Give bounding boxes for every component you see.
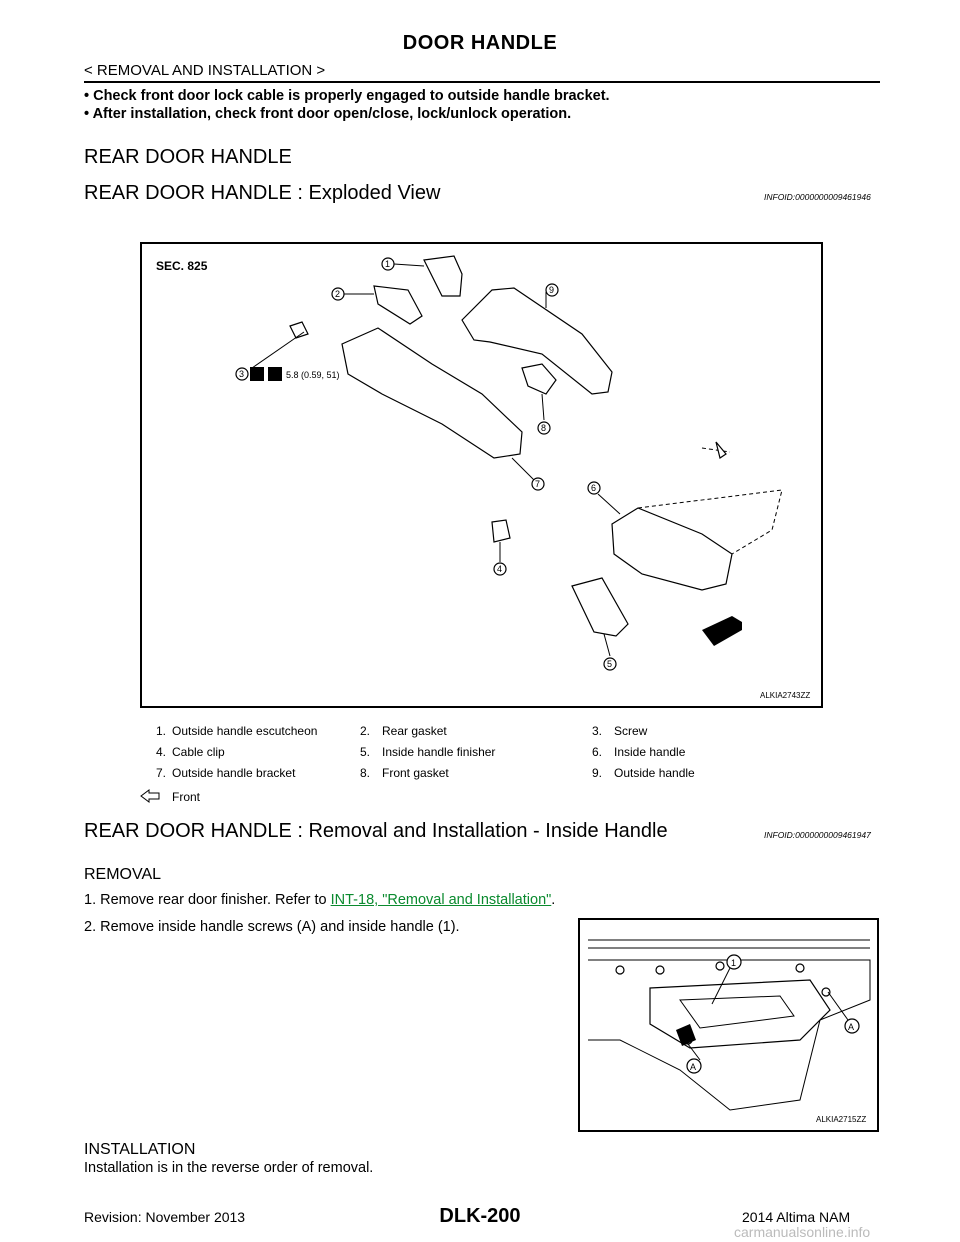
installation-heading: INSTALLATION xyxy=(84,1141,196,1158)
removal-heading: REMOVAL xyxy=(84,866,162,883)
footer-page-number: DLK-200 xyxy=(439,1205,521,1227)
callout-4: 4 xyxy=(497,564,503,574)
int-18-link[interactable]: INT-18, "Removal and Installation" xyxy=(330,892,552,908)
part-inside-handle-shape xyxy=(612,508,732,590)
section-breadcrumb: < REMOVAL AND INSTALLATION > xyxy=(84,62,326,79)
exploded-view-drawing xyxy=(142,244,821,706)
legend-num-3: 3. xyxy=(592,724,603,738)
exploded-info-id: INFOID:0000000009461946 xyxy=(764,192,871,202)
legend-text-4: Cable clip xyxy=(172,745,225,759)
legend-num-7: 7. xyxy=(156,766,167,780)
callout-1: 1 xyxy=(385,259,391,269)
legend-num-2: 2. xyxy=(360,724,371,738)
legend-num-4: 4. xyxy=(156,745,167,759)
part-cable-clip-shape xyxy=(492,520,510,542)
legend-num-5: 5. xyxy=(360,745,371,759)
page-title: DOOR HANDLE xyxy=(402,32,558,54)
legend-table xyxy=(140,716,819,816)
exploded-view-figure xyxy=(140,242,823,708)
part-escutcheon-shape xyxy=(424,256,462,296)
torque-label: 5.8 (0.59, 51) xyxy=(286,370,340,380)
exploded-view-heading: REAR DOOR HANDLE : Exploded View xyxy=(84,182,441,204)
legend-text-7: Outside handle bracket xyxy=(172,766,296,780)
footer-model: 2014 Altima NAM xyxy=(742,1209,851,1225)
legend-text-3: Screw xyxy=(614,724,648,738)
step-1-suffix: . xyxy=(551,892,556,908)
part-front-gasket-shape xyxy=(522,364,556,394)
callout-5: 5 xyxy=(607,659,613,669)
removal-step-2: 2. Remove inside handle screws (A) and inside handle (1). xyxy=(84,919,460,935)
step-1-text: 1. Remove rear door finisher. Refer to xyxy=(84,892,331,908)
footer-revision: Revision: November 2013 xyxy=(84,1209,246,1225)
legend-text-8: Front gasket xyxy=(382,766,449,780)
legend-num-6: 6. xyxy=(592,745,603,759)
front-arrow-shape xyxy=(702,616,742,646)
rear-door-handle-heading: REAR DOOR HANDLE xyxy=(84,146,292,168)
legend-text-1: Outside handle escutcheon xyxy=(172,724,318,738)
legend-num-1: 1. xyxy=(156,724,167,738)
photo-callout-1: 1 xyxy=(731,958,737,968)
legend-text-5: Inside handle finisher xyxy=(382,745,496,759)
callout-3: 3 xyxy=(239,369,245,379)
legend-num-9: 9. xyxy=(592,766,603,780)
legend-text-9: Outside handle xyxy=(614,766,695,780)
photo-callout-a-right: A xyxy=(848,1022,855,1032)
callout-9: 9 xyxy=(549,285,555,295)
photo-caption: ALKIA2715ZZ xyxy=(816,1115,867,1124)
inside-handle-figure xyxy=(578,918,879,1132)
part-finisher-shape xyxy=(572,578,628,636)
inside-handle-info-id: INFOID:0000000009461947 xyxy=(764,830,871,840)
sec-label: SEC. 825 xyxy=(156,259,208,273)
front-arrow-icon xyxy=(140,788,162,804)
header-divider xyxy=(84,81,880,83)
footer-watermark: carmanualsonline.info xyxy=(734,1224,871,1240)
part-bracket-shape xyxy=(342,328,522,458)
part-rear-gasket-shape xyxy=(374,286,422,324)
bullet-after-installation: • After installation, check front door open/close, lock/unlock operation. xyxy=(84,106,572,122)
legend-num-8: 8. xyxy=(360,766,371,780)
installation-text: Installation is in the reverse order of removal. xyxy=(84,1160,374,1176)
callout-7: 7 xyxy=(535,479,541,489)
callout-6: 6 xyxy=(591,483,597,493)
legend-front: Front xyxy=(172,790,201,804)
removal-step-1 xyxy=(84,892,555,908)
inside-handle-drawing xyxy=(580,920,877,1130)
legend-text-6: Inside handle xyxy=(614,745,686,759)
exploded-caption: ALKIA2743ZZ xyxy=(760,691,811,700)
callout-8: 8 xyxy=(541,423,547,433)
inside-handle-heading: REAR DOOR HANDLE : Removal and Installation - Inside Handle xyxy=(84,820,668,842)
bullet-lock-cable: • Check front door lock cable is properly engaged to outside handle bracket. xyxy=(84,88,610,104)
inside-handle-shape xyxy=(650,980,830,1048)
photo-callout-a-left: A xyxy=(690,1062,697,1072)
legend-text-2: Rear gasket xyxy=(382,724,447,738)
callout-2: 2 xyxy=(335,289,341,299)
